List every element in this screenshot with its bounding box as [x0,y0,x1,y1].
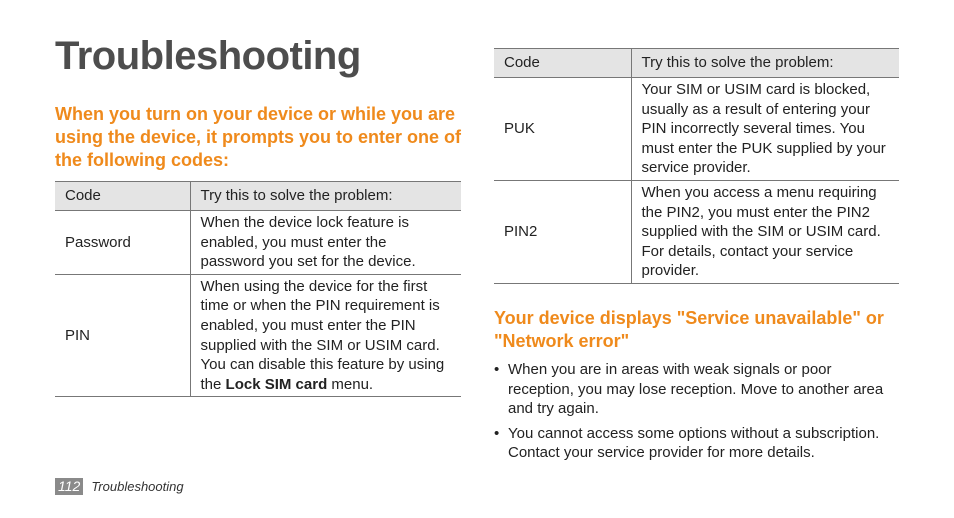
solution-text-end: menu. [327,375,374,393]
code-cell: Password [55,211,190,275]
codes-section-heading: When you turn on your device or while you are using the device, it prompts you to enter one of the following codes: [55,104,462,170]
network-error-heading: Your device displays "Service unavailable" or "Network error" [494,308,884,351]
solution-cell: Your SIM or USIM card is blocked, usually as a result of entering your PIN incorrectly several times. You must enter the PUK supplied by your service provider. [631,78,899,181]
page-number: 112 [55,478,83,495]
table-row [494,181,899,284]
solution-text: When using the device for the first time or when the PIN requirement is enabled, you must enter the PIN supplied with the SIM or USIM card. You can disable this feature by using the [200,277,445,393]
list-item [494,424,899,463]
column-header-solution: Try this to solve the problem: [190,182,461,211]
table-row [494,78,899,181]
page-title: Troubleshooting [55,34,361,78]
solution-cell [190,274,461,397]
codes-table-left [55,181,461,397]
bullet-icon: • [494,424,500,442]
code-cell: PUK [494,78,631,181]
bullet-icon: • [494,361,500,378]
list-item-text: You cannot access some options without a subscription. Contact your service provider for more details. [508,424,880,462]
list-item [494,360,899,419]
menu-name-bold: Lock SIM card [225,375,328,393]
solution-cell: When you access a menu requiring the PIN2, you must enter the PIN2 supplied with the SIM or USIM card. For details, contact your service provider. [631,181,899,284]
page-footer [55,477,184,495]
column-header-code: Code [55,182,190,211]
column-header-code: Code [494,49,631,78]
network-error-tips [494,360,899,468]
list-item-text: When you are in areas with weak signals or poor reception, you may lose reception. Move to another area and try again. [508,361,884,418]
table-row [55,274,461,397]
footer-section-label: Troubleshooting [91,478,184,494]
solution-cell: When the device lock feature is enabled, you must enter the password you set for the device. [190,211,461,275]
codes-table-right [494,48,899,284]
code-cell: PIN [55,274,190,397]
table-header-row [494,49,899,78]
code-cell: PIN2 [494,181,631,284]
table-row [55,211,461,275]
table-header-row [55,182,461,211]
column-header-solution: Try this to solve the problem: [631,49,899,78]
